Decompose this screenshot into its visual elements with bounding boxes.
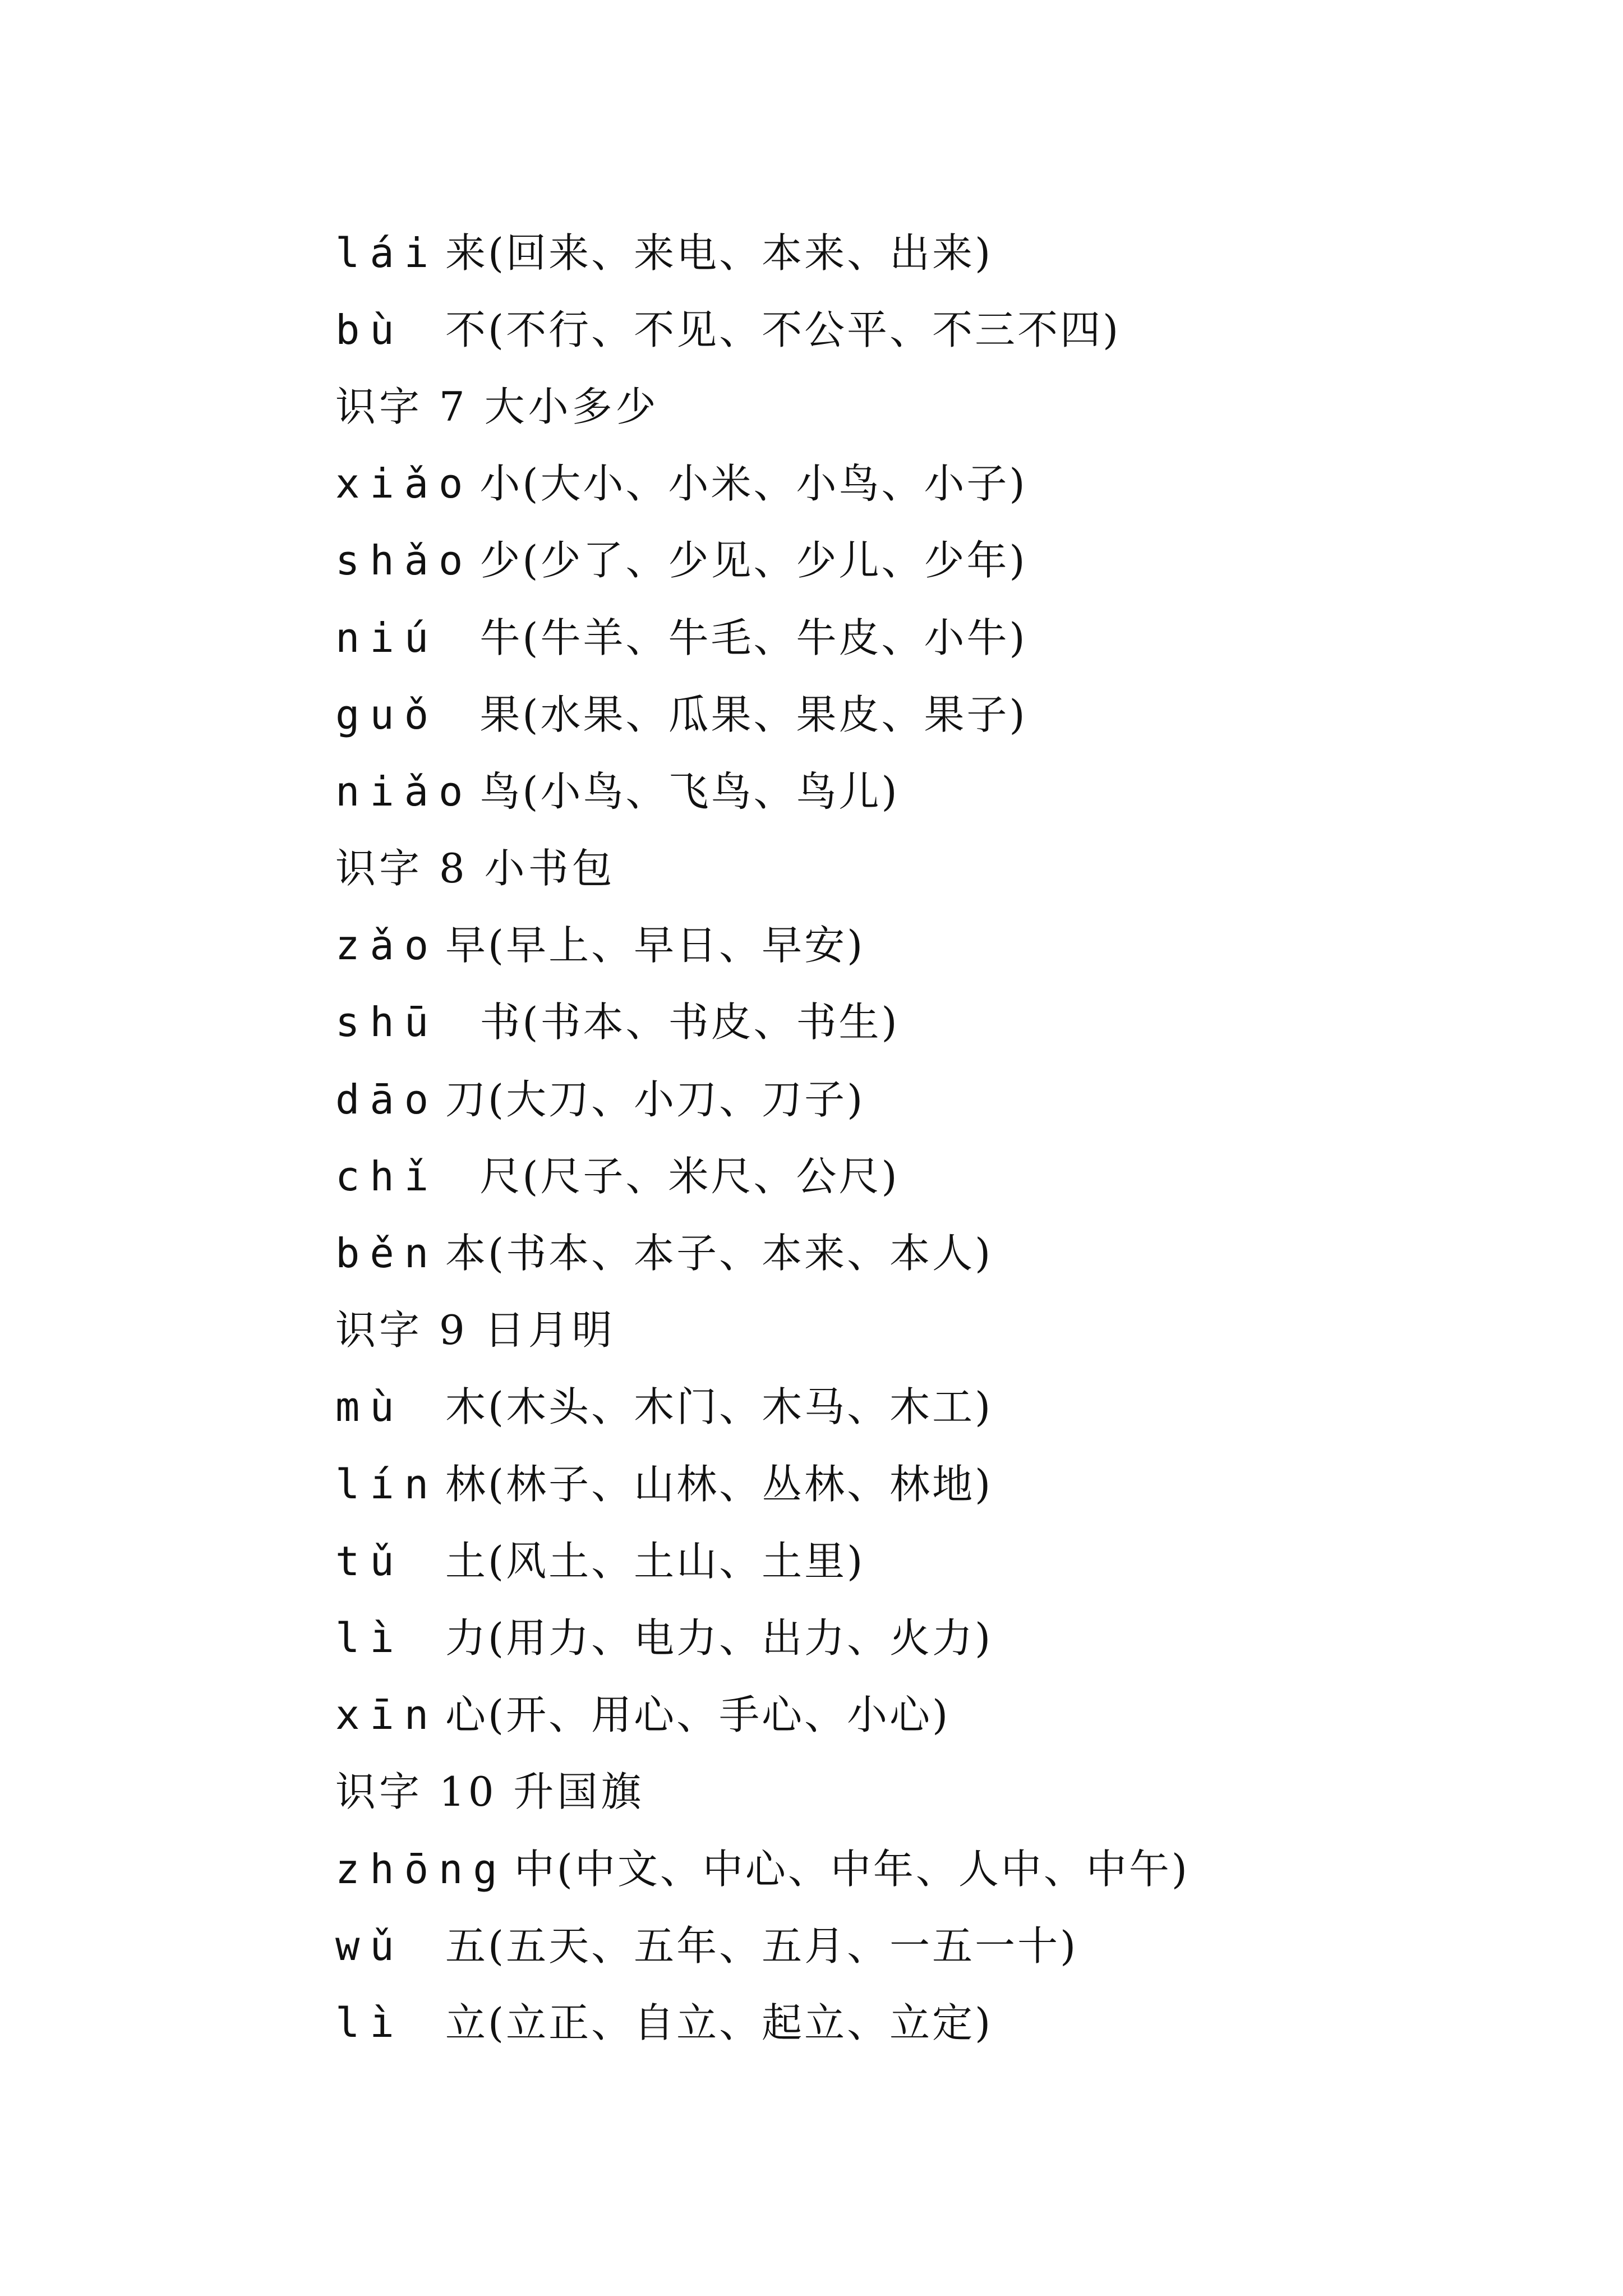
vocabulary-entry [335,522,1513,599]
vocabulary-entry [335,1138,1513,1214]
vocabulary-entry [335,445,1513,522]
pinyin-label: mù [335,1383,439,1431]
section-heading-text: 识字 10 升国旗 [335,1768,645,1816]
vocabulary-entry [335,1522,1513,1599]
vocabulary-entry [335,1599,1513,1676]
vocabulary-entry [335,1677,1513,1754]
character-words: 五(五天、五年、五月、一五一十) [445,1922,1078,1970]
section-heading-text: 识字 8 小书包 [335,845,616,892]
vocabulary-entry [335,291,1513,368]
pinyin-label: lì [335,1999,439,2046]
character-words: 不(不行、不见、不公平、不三不四) [445,306,1121,353]
pinyin-label: wǔ [335,1922,439,1970]
pinyin-label: niú [335,614,473,661]
character-words: 刀(大刀、小刀、刀子) [445,1075,865,1123]
pinyin-label: lái [335,229,439,277]
vocabulary-entry [335,1061,1513,1138]
character-words: 土(风土、土山、土里) [445,1537,865,1585]
pinyin-label: lín [335,1460,439,1508]
character-words: 力(用力、电力、出力、火力) [445,1614,993,1662]
pinyin-label: zhōng [335,1845,508,1893]
vocabulary-entry [335,1369,1513,1446]
character-words: 早(早上、早日、早安) [445,922,865,969]
vocabulary-entry [335,1907,1513,1984]
section-heading [335,830,1513,907]
section-heading-text: 识字 9 日月明 [335,1306,616,1354]
character-words: 小(大小、小米、小鸟、小子) [479,460,1027,508]
pinyin-label: niǎo [335,767,473,815]
pinyin-label: shǎo [335,537,473,585]
vocabulary-entry [335,676,1513,753]
character-words: 书(书本、书皮、书生) [479,999,900,1046]
pinyin-label: dāo [335,1075,439,1123]
section-heading [335,1754,1513,1830]
vocabulary-entry [335,1984,1513,2061]
pinyin-label: chǐ [335,1152,473,1200]
character-words: 本(书本、本子、本来、本人) [445,1230,993,1277]
vocabulary-entry [335,907,1513,984]
character-words: 果(水果、瓜果、果皮、果子) [479,691,1027,738]
vocabulary-entry [335,214,1513,291]
vocabulary-entry [335,753,1513,830]
character-words: 尺(尺子、米尺、公尺) [479,1152,900,1200]
character-words: 鸟(小鸟、飞鸟、鸟儿) [479,767,900,815]
character-words: 牛(牛羊、牛毛、牛皮、小牛) [479,614,1027,661]
pinyin-label: lì [335,1614,439,1662]
pinyin-label: xīn [335,1691,439,1739]
vocabulary-entry [335,599,1513,676]
pinyin-label: tǔ [335,1537,439,1585]
pinyin-label: zǎo [335,922,439,969]
character-words: 立(立正、自立、起立、立定) [445,1999,993,2046]
character-words: 中(中文、中心、中年、人中、中午) [514,1845,1189,1893]
character-words: 少(少了、少见、少儿、少年) [479,537,1027,585]
section-heading [335,368,1513,445]
pinyin-label: xiǎo [335,460,473,508]
vocabulary-entry [335,1446,1513,1522]
pinyin-label: bù [335,306,439,353]
character-words: 来(回来、来电、本来、出来) [445,229,993,277]
vocabulary-entry [335,984,1513,1061]
section-heading [335,1292,1513,1369]
vocabulary-list [335,214,1513,2062]
character-words: 心(开、用心、手心、小心) [445,1691,951,1739]
pinyin-label: guǒ [335,691,473,738]
pinyin-label: běn [335,1230,439,1277]
character-words: 林(林子、山林、丛林、林地) [445,1460,993,1508]
vocabulary-entry [335,1830,1513,1907]
pinyin-label: shū [335,999,473,1046]
character-words: 木(木头、木门、木马、木工) [445,1383,993,1431]
vocabulary-entry [335,1214,1513,1291]
section-heading-text: 识字 7 大小多少 [335,383,660,430]
